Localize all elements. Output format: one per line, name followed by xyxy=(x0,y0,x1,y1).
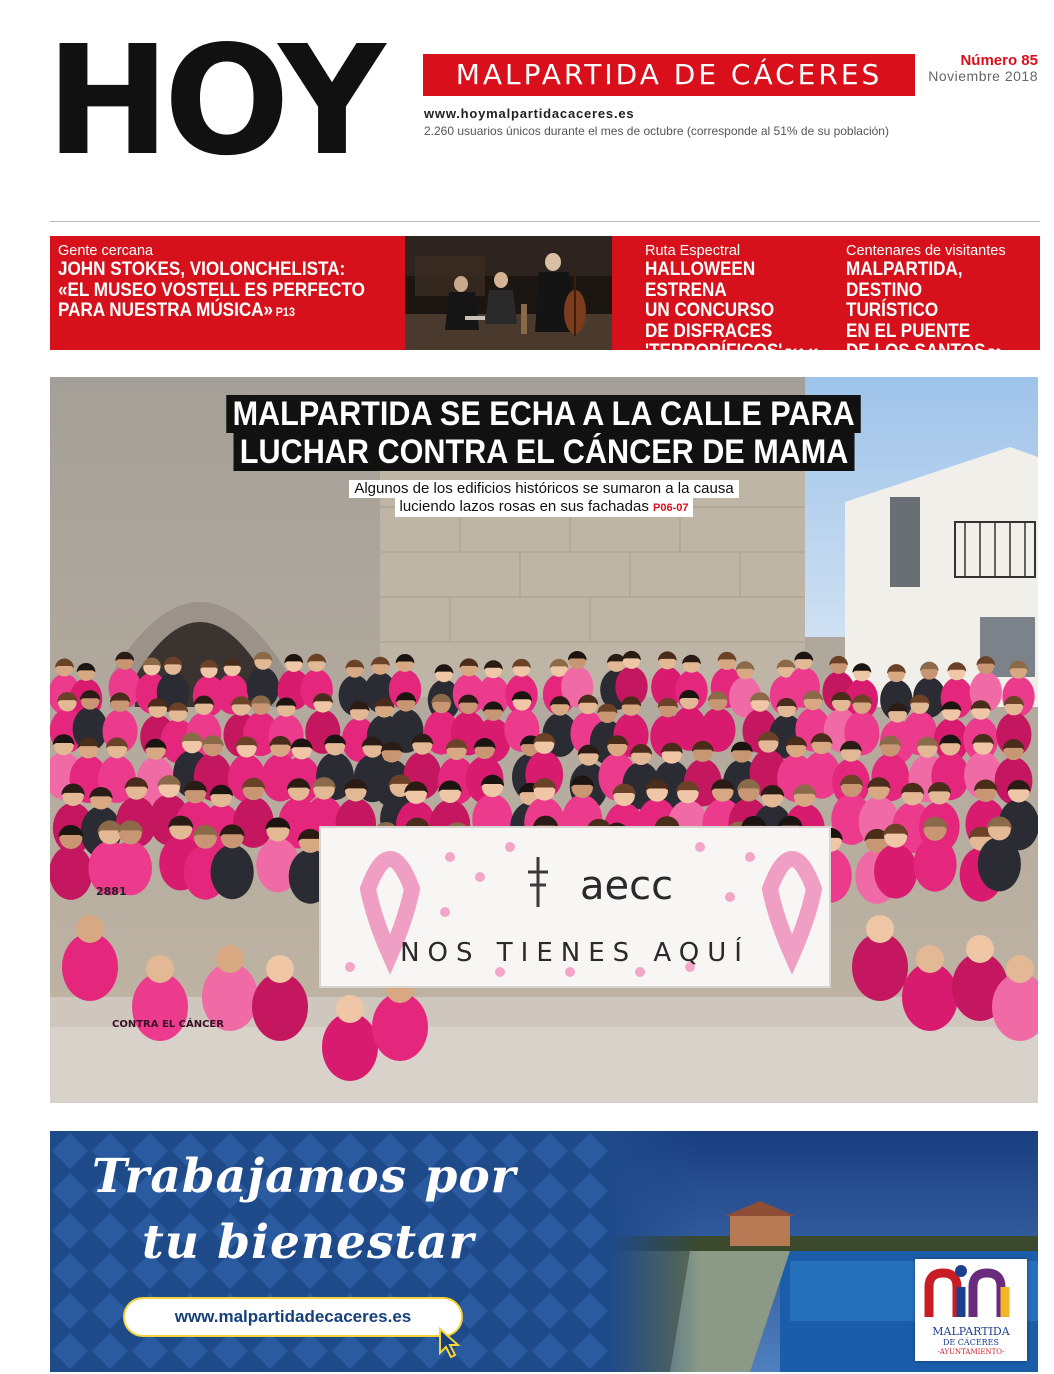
page-reference: P13 xyxy=(275,305,295,319)
audience-stats: 2.260 usuarios únicos durante el mes de octubre (corresponde al 51% de su población) xyxy=(424,124,889,138)
issue-date: Noviembre 2018 xyxy=(928,68,1038,84)
logo-tag: -AYUNTAMIENTO- xyxy=(937,1348,1005,1356)
teaser-kicker: Ruta Espectral xyxy=(645,243,741,259)
edition-title: MALPARTIDA DE CÁCERES xyxy=(423,54,915,96)
lead-subhead: Algunos de los edificios históricos se sumaron a la causa luciendo lazos rosas en sus fachadas P06-07 xyxy=(50,480,1038,517)
cursor-icon xyxy=(436,1327,462,1359)
teaser-halloween[interactable] xyxy=(645,243,840,364)
ad-slogan-line-2: tu bienestar xyxy=(142,1215,475,1270)
bib-number: 2881 xyxy=(96,885,127,898)
logo-name: MALPARTIDA xyxy=(932,1325,1010,1338)
newspaper-logo: HOY xyxy=(46,13,380,189)
shirt-slogan: CONTRA EL CÁNCER xyxy=(112,1019,224,1030)
site-url[interactable]: www.hoymalpartidacaceres.es xyxy=(424,106,635,121)
page-reference: P06-07 xyxy=(653,502,689,514)
teaser-kicker: Centenares de visitantes xyxy=(846,243,1006,259)
ayuntamiento-logo xyxy=(915,1259,1027,1361)
lead-headline: MALPARTIDA SE ECHA A LA CALLE PARA LUCHAR CONTRA EL CÁNCER DE MAMA xyxy=(50,395,1038,471)
page-reference: P2 xyxy=(988,346,1002,360)
divider xyxy=(50,221,1040,222)
teaser-tourism[interactable] xyxy=(846,243,1036,364)
banner-slogan: NOS TIENES AQUÍ xyxy=(400,938,750,968)
banner-brand: aecc xyxy=(580,863,674,909)
logo-sub: DE CÁCERES xyxy=(943,1338,999,1347)
teaser-kicker: Gente cercana xyxy=(58,243,154,259)
teaser-headline: HALLOWEEN ESTRENA UN CONCURSO DE DISFRACES 'TERRORÍFICOS' P10-11 xyxy=(645,259,820,362)
ad-slogan-line-1: Trabajamos por xyxy=(92,1149,517,1204)
municipal-ad[interactable] xyxy=(50,1131,1038,1372)
ad-url-button[interactable]: www.malpartidadecaceres.es xyxy=(123,1297,463,1337)
page-reference: P10-11 xyxy=(785,346,820,360)
teaser-headline: JOHN STOKES, VIOLONCHELISTA: «EL MUSEO VOSTELL ES PERFECTO PARA NUESTRA MÚSICA» P13 xyxy=(58,259,365,321)
concert-photo xyxy=(405,236,612,350)
teaser-stokes[interactable] xyxy=(58,243,403,323)
teaser-headline: MALPARTIDA, DESTINO TURÍSTICO EN EL PUENTE DE LOS SANTOS P2 xyxy=(846,259,1002,362)
issue-number: Número 85 xyxy=(960,52,1038,69)
lead-photo xyxy=(50,377,1038,1103)
